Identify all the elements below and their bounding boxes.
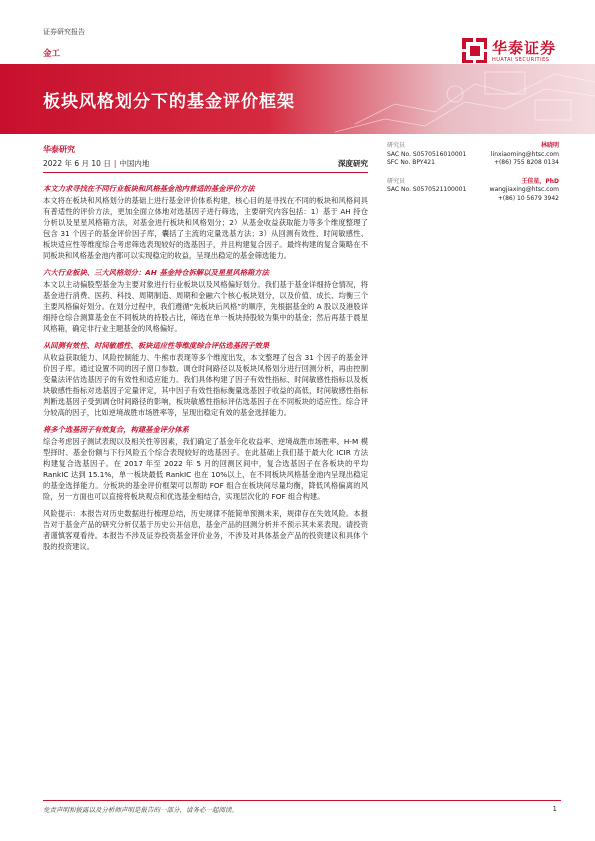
analyst-sfc: SFC No. BPY421 xyxy=(387,159,435,167)
logo-mark-icon xyxy=(462,38,488,64)
analyst-email[interactable]: linxiaoming@htsc.com xyxy=(490,150,559,158)
section-body: 本文将在板块和风格划分的基础上进行基金评价体系构建，核心目的是寻找在不同的板块和风格间具有普适性的评价方法，更加全面立体地对选基因子进行筛选，主要研究内容包括：1）基于 AH 持仓分析以及星星风格箱方法，对基金进行板块和风格划分；2）从基金收益获取能力等多个维度整理了包含 31 个因子的基金评价因子库，囊括了主流的定量选基方法；3）从回测有效性、时间敏感性、板块适应性等维度综合考虑筛选表现较好的选基因子，并且构建复合因子。最终构建的复合策略在不同板块和风格基金池内都可以实现稳定的收益，呈现出稳定的基金筛选能力。 xyxy=(43,196,368,260)
sector-label: 金工 xyxy=(43,49,61,59)
footer-disclaimer: 免责声明和披露以及分析师声明是报告的一部分，请务必一起阅读。 xyxy=(43,806,238,814)
report-region: 中国内地 xyxy=(119,159,150,168)
section-title: 将多个选基因子有效复合，构建基金评分体系 xyxy=(43,425,189,434)
page-number: 1 xyxy=(552,805,557,813)
section xyxy=(43,183,368,261)
analyst-name: 林晓明 xyxy=(540,142,559,149)
footer-divider xyxy=(43,800,561,801)
meta-separator: | xyxy=(113,159,117,168)
section-body: 从收益获取能力、风险控制能力、牛熊市表现等多个维度出发，本文整理了包含 31 个因子的基金评价因子库。通过设置不同的因子窗口参数、调仓时间路径以及板块风格划分进行回测分析，再由控制变量法评估选基因子的有效性和适应能力。我们具体构建了因子有效性指标、时间敏感性指标以及板块敏感性指标对选基因子定量评定，其中因子有效性指标衡量选基因子收益的高低，时间敏感性指标判断选基因子受到调仓时间路径的影响，板块敏感性指标评估选基因子在不同板块的适应性。综合评分较高的因子，比如逆境战胜市场胜率等，呈现出稳定有效的基金选择能力。 xyxy=(43,353,368,417)
section xyxy=(43,340,368,418)
section xyxy=(43,424,368,502)
analyst-role: 研究员 xyxy=(387,177,406,185)
report-meta xyxy=(43,158,368,173)
analyst-panel xyxy=(387,142,559,214)
analyst-sac: SAC No. S0570516010001 xyxy=(387,150,467,158)
hero-banner xyxy=(0,64,595,134)
hero-decoration-icon xyxy=(335,64,595,134)
section-title: 本文力求寻找在不同行业板块和风格基金池内普适的基金评价方法 xyxy=(43,184,255,193)
section xyxy=(43,267,368,334)
analyst-email[interactable]: wangjiaxing@htsc.com xyxy=(489,186,559,194)
logo-text-en: HUATAI SECURITIES xyxy=(492,56,550,63)
section-title: 六大行业板块、三大风格划分：AH 基金持仓拆解以及星星风格箱方法 xyxy=(43,268,269,277)
analyst-card xyxy=(387,178,559,204)
report-type-label: 证券研究报告 xyxy=(43,28,85,36)
section-title: 从回测有效性、时间敏感性、板块适应性等维度综合评估选基因子效果 xyxy=(43,341,270,350)
section-body: 本文以主动偏股型基金为主要对象进行行业板块以及风格偏好划分。我们基于基金详细持仓情况，将基金进行消费、医药、科技、周期制造、周期和金融六个核心板块划分，以及价值、成长、均衡三个主要风格偏好划分。在划分过程中，我们遵循“先板块后风格”的顺序，先根据基金的 A 股以及港股详细持仓综合测算基金在不同板块的持股占比，筛选在单一板块持股较为集中的基金；然后再基于晨星风格箱，确定非行业主题基金的风格偏好。 xyxy=(43,280,368,333)
analyst-role: 研究员 xyxy=(387,142,406,149)
company-logo xyxy=(462,38,556,64)
report-title: 板块风格划分下的基金评价框架 xyxy=(43,92,295,112)
analyst-card xyxy=(387,142,559,168)
report-date: 2022 年 6 月 10 日 xyxy=(43,159,111,168)
report-body xyxy=(43,183,368,552)
analyst-name: 王佳星，PhD xyxy=(521,177,559,185)
analyst-sac: SAC No. S0570521100001 xyxy=(387,186,467,194)
analyst-phone: +(86) 755 8208 0134 xyxy=(493,159,559,167)
analyst-phone: +(86) 10 5679 3942 xyxy=(497,194,559,202)
logo-text-cn: 华泰证券 xyxy=(492,38,557,57)
report-kind: 深度研究 xyxy=(338,159,368,168)
section-body: 综合考虑因子测试表现以及相关性等因素，我们确定了基金年化收益率、逆境战胜市场胜率、H-M 模型择时、基金份额与下行风险五个综合表现较好的选基因子。在此基础上我们基于最大化 ICIR 方法构建复合选基因子。在 2017 年至 2022 年 5 月的回测区间中，复合选基因子在各板块的平均 RankIC 达到 15.1%，单一板块最低 RankIC 也在 10%以上，在不同板块风格基金池内呈现出稳定的基金选择能力。分板块的基金评价框架可以帮助 FOF 组合在板块间尽量均衡，降低风格偏离的风险，另一方面也可以直接将板块观点和优选基金相结合，实现层次化的 FOF 组合构建。 xyxy=(43,437,368,501)
org-name: 华泰研究 xyxy=(43,145,75,154)
risk-disclosure: 风险提示：本报告对历史数据进行梳理总结，历史规律不能简单预测未来，规律存在失效风险。本报告对于基金产品的研究分析仅基于历史公开信息，基金产品的回测分析并不预示其未来表现。请投资者谨慎客观看待。本报告不涉及证券投资基金评价业务，不涉及对具体基金产品的投资建议和具体个股的投资建议。 xyxy=(43,509,368,551)
